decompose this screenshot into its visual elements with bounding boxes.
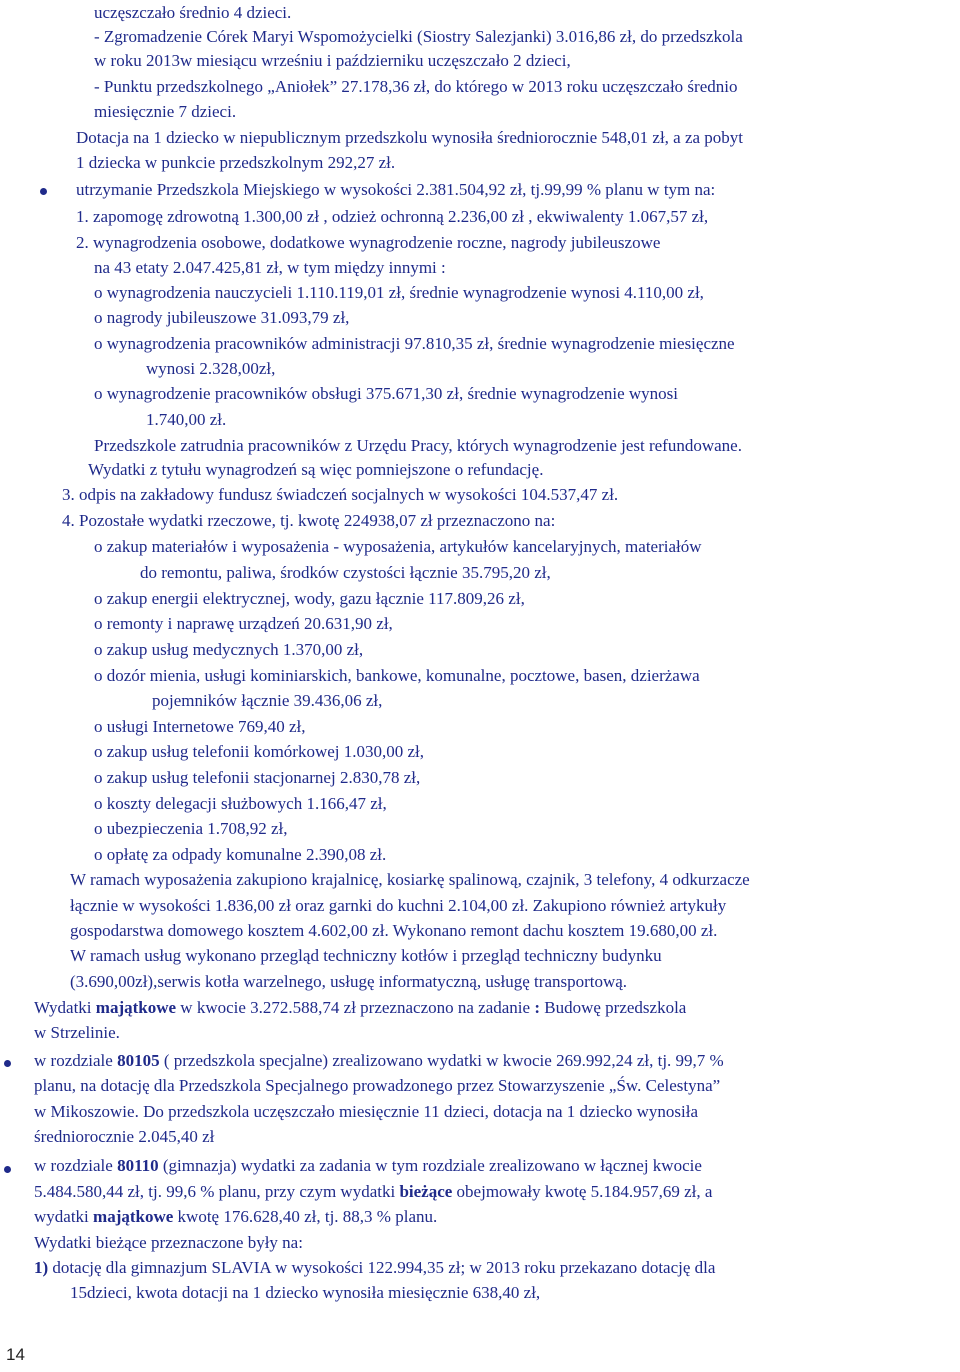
text-line: o opłatę za odpady komunalne 2.390,08 zł. bbox=[94, 845, 387, 864]
text-line: średniorocznie 2.045,40 zł bbox=[34, 1127, 215, 1146]
text-line: Przedszkole zatrudnia pracowników z Urzędu Pracy, których wynagrodzenie jest refundowane. bbox=[94, 436, 742, 455]
text-line: w roku 2013w miesiącu wrześniu i październiku uczęszczało 2 dzieci, bbox=[94, 51, 571, 70]
text-line: Wydatki z tytułu wynagrodzeń są więc pomniejszone o refundację. bbox=[88, 460, 544, 479]
text-line: o remonty i naprawę urządzeń 20.631,90 zł, bbox=[94, 614, 393, 633]
text-line: o wynagrodzenie pracowników obsługi 375.671,30 zł, średnie wynagrodzenie wynosi bbox=[94, 384, 679, 403]
text-line: 2. wynagrodzenia osobowe, dodatkowe wynagrodzenie roczne, nagrody jubileuszowe bbox=[76, 233, 661, 252]
text-line: Dotacja na 1 dziecko w niepublicznym przedszkolu wynosiła średniorocznie 548,01 zł, a za pobyt bbox=[76, 128, 744, 147]
text-line: - Punktu przedszkolnego „Aniołek” 27.178,36 zł, do którego w 2013 roku uczęszczało średnio bbox=[94, 77, 738, 96]
text-line: w rozdziale 80110 (gimnazja) wydatki za zadania w tym rozdziale zrealizowano w łącznej kwocie bbox=[34, 1156, 702, 1175]
text-line: Wydatki bieżące przeznaczone były na: bbox=[34, 1233, 303, 1252]
bullet bbox=[4, 1166, 11, 1173]
text-line: o wynagrodzenia nauczycieli 1.110.119,01 zł, średnie wynagrodzenie wynosi 4.110,00 zł, bbox=[94, 283, 704, 302]
text-line: o zakup energii elektrycznej, wody, gazu łącznie 117.809,26 zł, bbox=[94, 589, 525, 608]
text-line: w Mikoszowie. Do przedszkola uczęszczało miesięcznie 11 dzieci, dotacja na 1 dziecko wynosiła bbox=[34, 1102, 698, 1121]
bullet bbox=[40, 188, 47, 195]
text-line: (3.690,00zł),serwis kotła warzelnego, usługę informatyczną, usługę transportową. bbox=[70, 972, 628, 991]
text-line: 5.484.580,44 zł, tj. 99,6 % planu, przy czym wydatki bieżące obejmowały kwotę 5.184.957,69 zł, a bbox=[34, 1182, 713, 1201]
text-line: w rozdziale 80105 ( przedszkola specjalne) zrealizowano wydatki w kwocie 269.992,24 zł, tj. 99,7 % bbox=[34, 1051, 724, 1070]
text-line: o dozór mienia, usługi kominiarskich, bankowe, komunalne, pocztowe, basen, dzierżawa bbox=[94, 666, 700, 685]
text-line: 3. odpis na zakładowy fundusz świadczeń socjalnych w wysokości 104.537,47 zł. bbox=[62, 485, 619, 504]
text-line: łącznie w wysokości 1.836,00 zł oraz garnki do kuchni 2.104,00 zł. Zakupiono również artykuły bbox=[70, 896, 727, 915]
text-line: gospodarstwa domowego kosztem 4.602,00 zł. Wykonano remont dachu kosztem 19.680,00 zł. bbox=[70, 921, 718, 940]
text-line: o zakup usług telefonii stacjonarnej 2.830,78 zł, bbox=[94, 768, 421, 787]
text-line: miesięcznie 7 dzieci. bbox=[94, 102, 237, 121]
text-line: o ubezpieczenia 1.708,92 zł, bbox=[94, 819, 288, 838]
bullet bbox=[4, 1060, 11, 1067]
text-line: do remontu, paliwa, środków czystości łącznie 35.795,20 zł, bbox=[140, 563, 551, 582]
text-line: 15dzieci, kwota dotacji na 1 dziecko wynosiła miesięcznie 638,40 zł, bbox=[70, 1283, 541, 1302]
text-line: o nagrody jubileuszowe 31.093,79 zł, bbox=[94, 308, 350, 327]
text-line: 4. Pozostałe wydatki rzeczowe, tj. kwotę 224938,07 zł przeznaczono na: bbox=[62, 511, 556, 530]
text-line: o koszty delegacji służbowych 1.166,47 zł, bbox=[94, 794, 387, 813]
text-line: 1 dziecka w punkcie przedszkolnym 292,27 zł. bbox=[76, 153, 396, 172]
text-line: o zakup materiałów i wyposażenia - wyposażenia, artykułów kancelaryjnych, materiałów bbox=[94, 537, 702, 556]
text-line: 1.740,00 zł. bbox=[146, 410, 227, 429]
text-line: w Strzelinie. bbox=[34, 1023, 120, 1042]
text-line: 1. zapomogę zdrowotną 1.300,00 zł , odzież ochronną 2.236,00 zł , ekwiwalenty 1.067,57 zł, bbox=[76, 207, 709, 226]
text-line: na 43 etaty 2.047.425,81 zł, w tym między innymi : bbox=[94, 258, 446, 277]
text-line: o usługi Internetowe 769,40 zł, bbox=[94, 717, 306, 736]
text-line: wydatki majątkowe kwotę 176.628,40 zł, tj. 88,3 % planu. bbox=[34, 1207, 438, 1226]
text-line: 1) dotację dla gimnazjum SLAVIA w wysokości 122.994,35 zł; w 2013 roku przekazano dotację dla bbox=[34, 1258, 716, 1277]
text-line: o zakup usług medycznych 1.370,00 zł, bbox=[94, 640, 364, 659]
text-line: utrzymanie Przedszkola Miejskiego w wysokości 2.381.504,92 zł, tj.99,99 % planu w tym na: bbox=[76, 180, 716, 199]
text-line: W ramach wyposażenia zakupiono krajalnicę, kosiarkę spalinową, czajnik, 3 telefony, 4 odkurzacze bbox=[70, 870, 750, 889]
text-line: - Zgromadzenie Córek Maryi Wspomożycielki (Siostry Salezjanki) 3.016,86 zł, do przedszkola bbox=[94, 27, 743, 46]
page-number: 14 bbox=[6, 1345, 25, 1364]
text-line: o zakup usług telefonii komórkowej 1.030,00 zł, bbox=[94, 742, 425, 761]
text-line: o wynagrodzenia pracowników administracji 97.810,35 zł, średnie wynagrodzenie miesięczne bbox=[94, 334, 735, 353]
text-line: pojemników łącznie 39.436,06 zł, bbox=[152, 691, 383, 710]
text-line: planu, na dotację dla Przedszkola Specjalnego prowadzonego przez Stowarzyszenie „Św. Celestyna” bbox=[34, 1076, 721, 1095]
text-line: W ramach usług wykonano przegląd techniczny kotłów i przegląd techniczny budynku bbox=[70, 946, 662, 965]
text-line: Wydatki majątkowe w kwocie 3.272.588,74 zł przeznaczono na zadanie : Budowę przedszkola bbox=[34, 998, 687, 1017]
text-line: uczęszczało średnio 4 dzieci. bbox=[94, 3, 292, 22]
text-line: wynosi 2.328,00zł, bbox=[146, 359, 276, 378]
